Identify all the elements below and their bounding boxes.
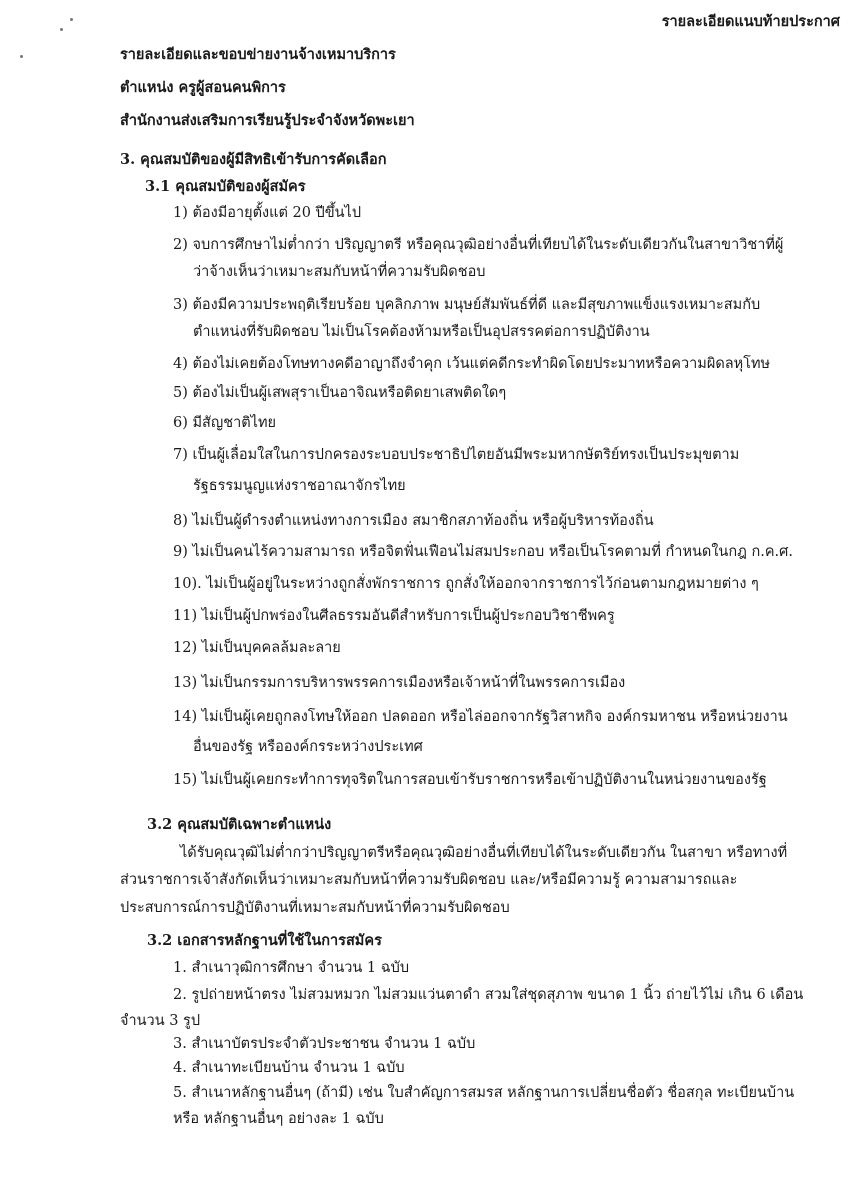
document-item-continuation: จำนวน 3 รูป: [120, 1013, 201, 1029]
list-item: 3) ต้องมีความประพฤติเรียบร้อย บุคลิกภาพ มนุษย์สัมพันธ์ที่ดี และมีสุขภาพแข็งแรงเหมาะสมกับ: [173, 297, 761, 313]
list-item: 14) ไม่เป็นผู้เคยถูกลงโทษให้ออก ปลดออก หรือไล่ออกจากรัฐวิสาหกิจ องค์กรมหาชน หรือหน่วยงาน: [173, 709, 788, 725]
document-item: 5. สำเนาหลักฐานอื่นๆ (ถ้ามี) เช่น ใบสำคัญการสมรส หลักฐานการเปลี่ยนชื่อตัว ชื่อสกุล ทะเบียนบ้าน: [173, 1085, 795, 1101]
list-item-continuation: อื่นของรัฐ หรือองค์กรระหว่างประเทศ: [193, 739, 423, 755]
header-line-3: สำนักงานส่งเสริมการเรียนรู้ประจำจังหวัดพะเยา: [120, 112, 415, 129]
documents-section-title: 3.2 เอกสารหลักฐานที่ใช้ในการสมัคร: [147, 932, 382, 949]
list-item: 7) เป็นผู้เลื่อมใสในการปกครองระบอบประชาธิปไตยอันมีพระมหากษัตริย์ทรงเป็นประมุขตาม: [173, 447, 740, 463]
list-item: 12) ไม่เป็นบุคคลล้มละลาย: [173, 640, 341, 656]
document-item: 4. สำเนาทะเบียนบ้าน จำนวน 1 ฉบับ: [173, 1060, 405, 1076]
list-item: 10). ไม่เป็นผู้อยู่ในระหว่างถูกสั่งพักราชการ ถูกสั่งให้ออกจากราชการไว้ก่อนตามกฎหมายต่าง ๆ: [173, 576, 759, 592]
document-item: 1. สำเนาวุฒิการศึกษา จำนวน 1 ฉบับ: [173, 960, 410, 976]
list-item-continuation: ว่าจ้างเห็นว่าเหมาะสมกับหน้าที่ความรับผิดชอบ: [193, 264, 486, 280]
list-item-continuation: รัฐธรรมนูญแห่งราชอาณาจักรไทย: [193, 478, 406, 494]
scan-speck: [70, 18, 73, 21]
document-item: 2. รูปถ่ายหน้าตรง ไม่สวมหมวก ไม่สวมแว่นตาดำ สวมใส่ชุดสุภาพ ขนาด 1 นิ้ว ถ่ายไว้ไม่ เกิน 6 เดือน: [173, 987, 804, 1003]
list-item: 4) ต้องไม่เคยต้องโทษทางคดีอาญาถึงจำคุก เว้นแต่คดีกระทำผิดโดยประมาทหรือความผิดลหุโทษ: [173, 356, 771, 372]
scan-speck: [20, 55, 23, 58]
header-line-1: รายละเอียดและขอบข่ายงานจ้างเหมาบริการ: [120, 46, 396, 63]
list-item: 2) จบการศึกษาไม่ต่ำกว่า ปริญญาตรี หรือคุณวุฒิอย่างอื่นที่เทียบได้ในระดับเดียวกันในสาขาวิชาที่ผู้: [173, 237, 784, 253]
section-3-1-title: 3.1 คุณสมบัติของผู้สมัคร: [145, 178, 306, 195]
section-3-2-title: 3.2 คุณสมบัติเฉพาะตำแหน่ง: [147, 816, 332, 833]
attachment-note: รายละเอียดแนบท้ายประกาศ: [661, 13, 840, 30]
section-3-title: 3. คุณสมบัติของผู้มีสิทธิเข้ารับการคัดเลือก: [120, 151, 387, 168]
list-item-continuation: ตำแหน่งที่รับผิดชอบ ไม่เป็นโรคต้องห้ามหรือเป็นอุปสรรคต่อการปฏิบัติงาน: [193, 324, 650, 340]
scan-speck: [60, 28, 63, 31]
list-item: 13) ไม่เป็นกรรมการบริหารพรรคการเมืองหรือเจ้าหน้าที่ในพรรคการเมือง: [173, 675, 626, 691]
list-item: 1) ต้องมีอายุตั้งแต่ 20 ปีขึ้นไป: [173, 205, 362, 221]
document-item-continuation: หรือ หลักฐานอื่นๆ อย่างละ 1 ฉบับ: [173, 1111, 384, 1127]
list-item: 8) ไม่เป็นผู้ดำรงตำแหน่งทางการเมือง สมาชิกสภาท้องถิ่น หรือผู้บริหารท้องถิ่น: [173, 513, 654, 529]
paragraph-line: ประสบการณ์การปฏิบัติงานที่เหมาะสมกับหน้าที่ความรับผิดชอบ: [120, 900, 510, 916]
list-item: 11) ไม่เป็นผู้ปกพร่องในศีลธรรมอันดีสำหรับการเป็นผู้ประกอบวิชาชีพครู: [173, 608, 615, 624]
list-item: 6) มีสัญชาติไทย: [173, 415, 277, 431]
paragraph-line: ได้รับคุณวุฒิไม่ต่ำกว่าปริญญาตรีหรือคุณวุฒิอย่างอื่นที่เทียบได้ในระดับเดียวกัน ในสาขา หรือทางที่: [180, 845, 788, 861]
header-line-2: ตำแหน่ง ครูผู้สอนคนพิการ: [120, 79, 286, 96]
list-item: 5) ต้องไม่เป็นผู้เสพสุราเป็นอาจิณหรือติดยาเสพติดใดๆ: [173, 385, 507, 401]
document-item: 3. สำเนาบัตรประจำตัวประชาชน จำนวน 1 ฉบับ: [173, 1036, 476, 1052]
list-item: 9) ไม่เป็นคนไร้ความสามารถ หรือจิตฟั่นเฟือนไม่สมประกอบ หรือเป็นโรคตามที่ กำหนดในกฎ ก.ค.ศ.: [173, 544, 793, 560]
paragraph-line: ส่วนราชการเจ้าสังกัดเห็นว่าเหมาะสมกับหน้าที่ความรับผิดชอบ และ/หรือมีความรู้ ความสามารถและ: [120, 872, 738, 888]
list-item: 15) ไม่เป็นผู้เคยกระทำการทุจริตในการสอบเข้ารับราชการหรือเข้าปฏิบัติงานในหน่วยงานของรัฐ: [173, 772, 767, 788]
